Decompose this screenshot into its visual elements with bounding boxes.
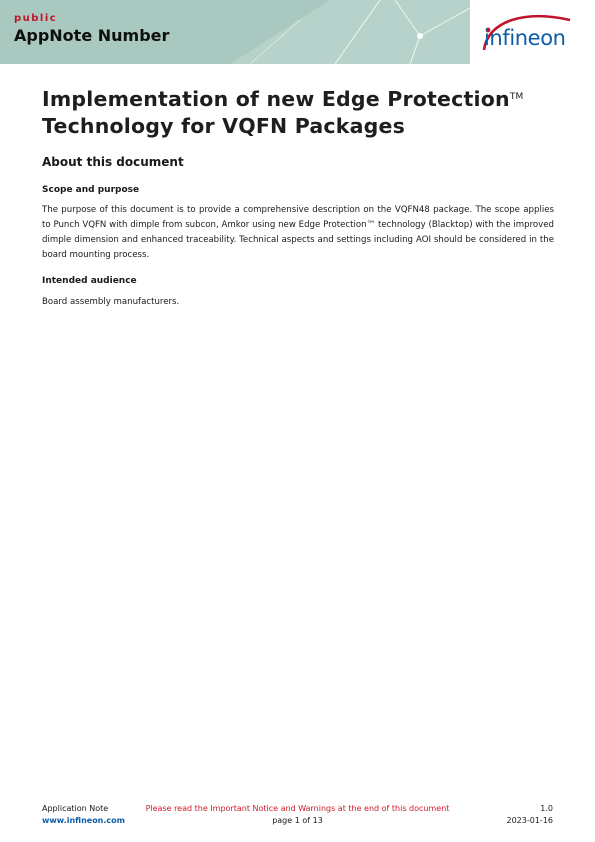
footer-website-link[interactable]: www.infineon.com (42, 816, 125, 825)
header-banner (0, 0, 470, 64)
footer-right (507, 803, 554, 827)
scope-text: The purpose of this document is to provide a comprehensive description on the VQFN48 package. The scope applies to Punch VQFN with dimple from subcon, Amkor using new Edge Protection™ technology (Blacktop) with the improved dimple dimension and enhanced traceability. Technical aspects and settings including AOI should be considered in the board mounting process. (42, 205, 554, 260)
trademark-symbol: TM (509, 92, 524, 102)
audience-text: Board assembly manufacturers. (42, 297, 180, 307)
footer-doc-type: Application Note (42, 804, 109, 813)
infineon-logo (478, 12, 582, 58)
classification-label: public (14, 13, 58, 24)
appnote-number: AppNote Number (14, 26, 170, 45)
footer-notice: Please read the Important Notice and Warnings at the end of this document (145, 804, 450, 813)
document-title (42, 84, 562, 140)
title-line-1: Implementation of new Edge Protection (42, 87, 510, 111)
logo-wordmark: infineon (484, 26, 566, 50)
scope-heading: Scope and purpose (42, 185, 140, 195)
about-heading: About this document (42, 155, 184, 169)
title-line-2: Technology for VQFN Packages (42, 114, 406, 138)
footer-date: 2023-01-16 (506, 816, 553, 825)
footer-version: 1.0 (540, 804, 553, 813)
audience-heading: Intended audience (42, 276, 137, 286)
footer-page-number: page 1 of 13 (272, 816, 323, 825)
footer-center (100, 803, 495, 827)
